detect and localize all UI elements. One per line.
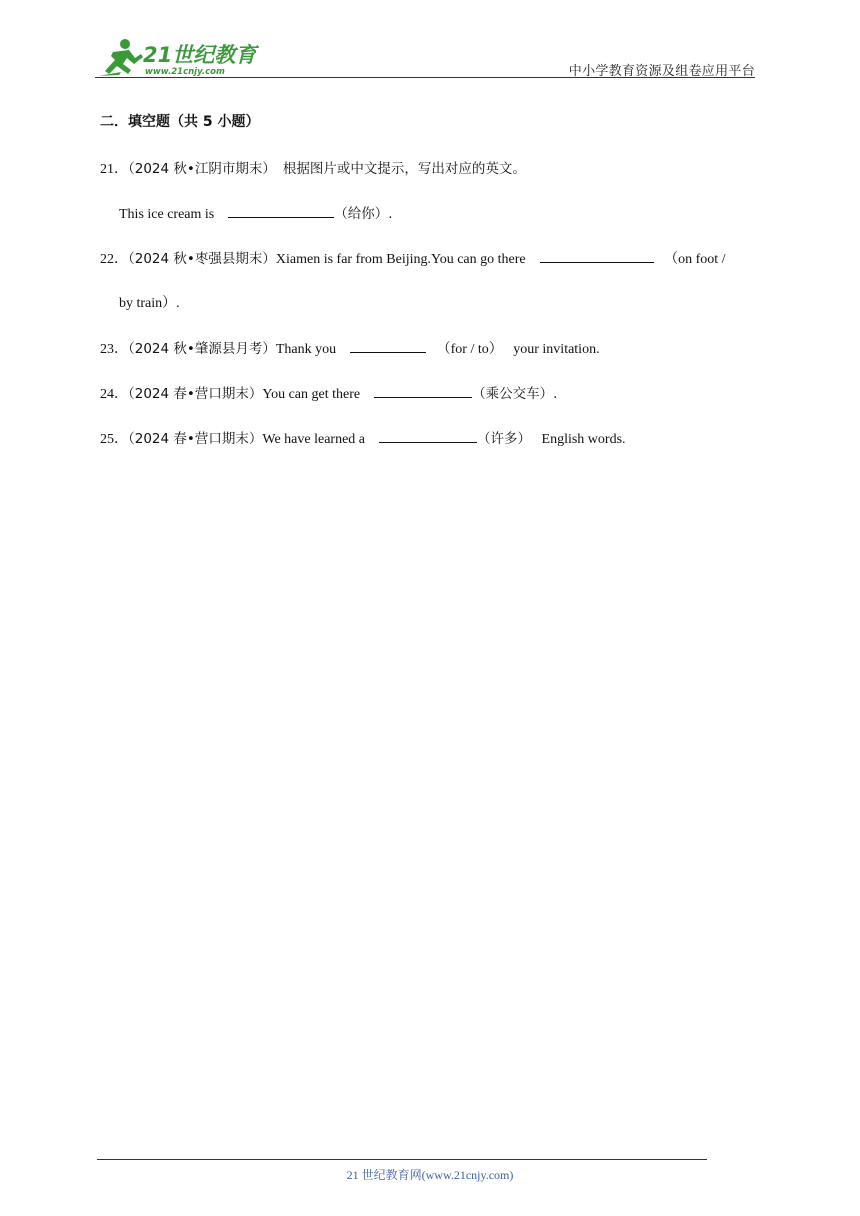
question-24	[100, 382, 557, 403]
question-21	[100, 157, 526, 178]
question-text: Xiamen is far from Beijing.You can go there	[275, 252, 526, 267]
question-text: English words.	[541, 432, 626, 447]
section-title: 二．填空题（共 5 小题）	[100, 114, 260, 130]
logo-text: 21世纪教育	[143, 43, 257, 67]
question-number: 22．	[100, 252, 128, 267]
question-21-line-2	[119, 202, 393, 223]
question-source: （2024 秋•肇源县月考）	[128, 341, 276, 357]
footer-text: 21 世纪教育网(www.21cnjy.com)	[346, 1168, 514, 1182]
runner-icon	[99, 39, 143, 76]
question-number: 21．	[100, 162, 128, 177]
footer-divider	[97, 1159, 707, 1160]
header-divider	[95, 77, 755, 78]
question-22	[100, 247, 726, 268]
question-hint: by train）.	[119, 296, 180, 311]
answer-blank[interactable]	[379, 430, 477, 443]
question-text: You can get there	[262, 387, 361, 402]
question-text: Thank you	[275, 342, 337, 357]
question-source: （2024 秋•江阴市期末）	[128, 161, 276, 177]
question-hint: （乘公交车）.	[472, 386, 558, 402]
question-hint: （给你）.	[334, 206, 393, 222]
question-source: （2024 春•营口期末）	[128, 431, 263, 447]
logo-url: www.21cnjy.com	[145, 67, 225, 77]
question-text: We have learned a	[262, 432, 366, 447]
question-number: 23．	[100, 342, 128, 357]
question-source: （2024 春•营口期末）	[128, 386, 263, 402]
question-hint: （on foot /	[664, 252, 726, 267]
page-header	[95, 36, 755, 78]
question-25	[100, 427, 626, 448]
answer-blank[interactable]	[350, 340, 426, 353]
answer-blank[interactable]	[374, 385, 472, 398]
question-text: This ice cream is	[119, 207, 215, 222]
logo	[95, 36, 265, 78]
question-hint: （许多）	[477, 431, 532, 447]
answer-blank[interactable]	[540, 250, 654, 263]
question-number: 24．	[100, 387, 128, 402]
header-tagline: 中小学教育资源及组卷应用平台	[568, 64, 755, 79]
question-hint: （for / to）	[436, 342, 503, 357]
question-source: （2024 秋•枣强县期末）	[128, 251, 276, 267]
question-text: your invitation.	[513, 342, 600, 357]
question-22-line-2	[119, 292, 180, 312]
question-number: 25．	[100, 432, 128, 447]
answer-blank[interactable]	[228, 205, 334, 218]
question-text: 根据图片或中文提示，写出对应的英文。	[282, 161, 526, 177]
question-23	[100, 337, 600, 358]
